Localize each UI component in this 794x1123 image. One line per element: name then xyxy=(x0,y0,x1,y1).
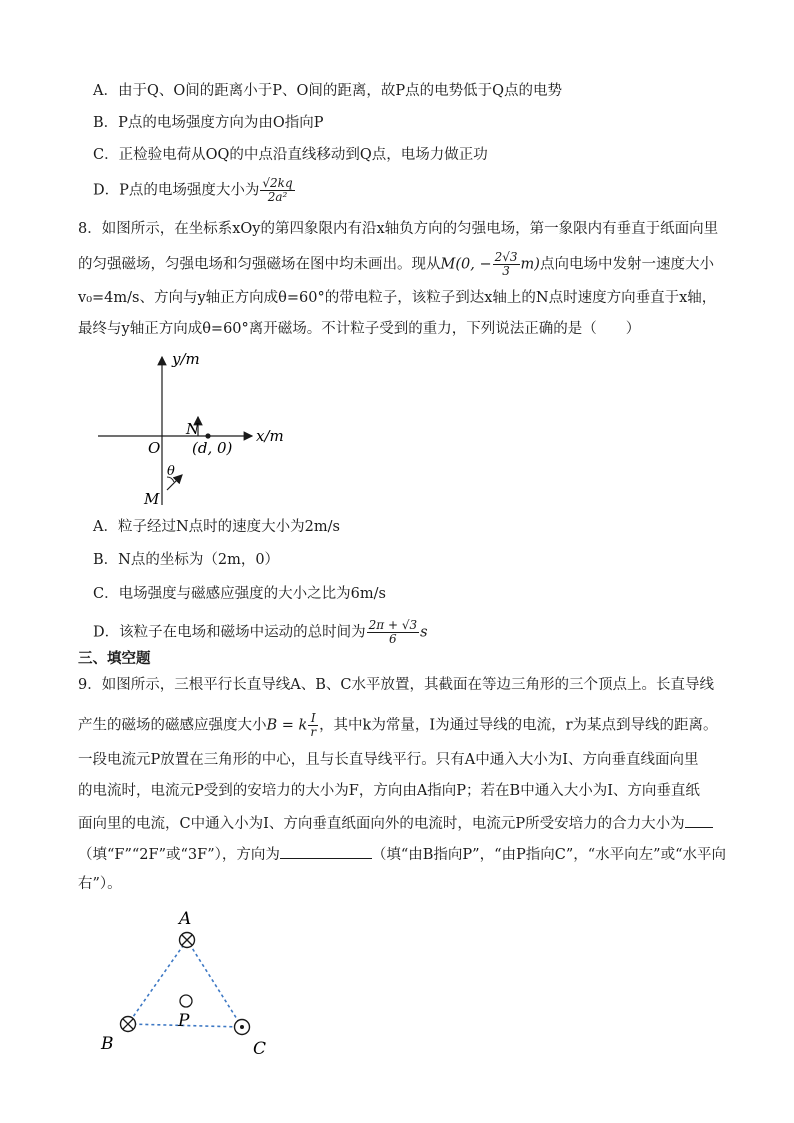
wire-a-into-page-icon xyxy=(180,933,195,948)
q9-stem-line1: 9．如图所示，三根平行长直导线A、B、C水平放置，其截面在等边三角形的三个顶点上。长直导线 xyxy=(78,677,714,693)
q8-stem-line2-suffix: 点向电场中发射一速度大小 xyxy=(539,256,714,273)
q8-stem-line1: 8．如图所示，在坐标系xOy的第四象限内有沿x轴负方向的匀强电场，第一象限内有垂直于纸面向里 xyxy=(78,221,719,237)
q7-option-c: C．正检验电荷从OQ的中点沿直线移动到Q点，电场力做正功 xyxy=(93,147,488,163)
q9-stem-line6-suffix: （填“由B指向P”，“由P指向C”，“水平向左”或“水平向 xyxy=(371,847,727,863)
q7-option-b: B．P点的电场强度方向为由O指向P xyxy=(93,115,324,131)
fraction-denominator: 2a² xyxy=(267,190,288,204)
q9-triangle-figure xyxy=(90,900,290,1065)
label-c: C xyxy=(253,1039,267,1059)
fraction-denominator: r xyxy=(310,725,317,739)
q9-stem-line7: 右”）。 xyxy=(78,876,122,892)
x-axis-label: x/m xyxy=(256,427,284,445)
q8-stem-line2 xyxy=(78,251,714,278)
q8-point-m-fraction xyxy=(493,251,520,278)
fraction-denominator: 6 xyxy=(389,632,397,646)
q7-option-d-fraction xyxy=(260,177,294,204)
fraction-denominator: 3 xyxy=(502,264,510,278)
wire-c-out-of-page-icon xyxy=(235,1020,250,1035)
q8-point-m-math: M(0, − xyxy=(440,256,492,273)
answer-blank-magnitude[interactable] xyxy=(685,813,713,828)
q7-option-d xyxy=(93,177,296,204)
q9-formula-fraction xyxy=(308,712,318,739)
q9-stem-line2-text: 产生的磁场的磁感应强度大小 xyxy=(78,717,267,734)
point-n-coordinate: (d, 0) xyxy=(192,439,233,457)
label-b: B xyxy=(101,1034,114,1054)
q8-coordinate-figure xyxy=(90,345,310,515)
q8-stem-line2-text: 的匀强磁场，匀强电场和匀强磁场在图中均未画出。现从 xyxy=(78,256,441,273)
q9-stem-line6-text: （填“F”“2F”或“3F”），方向为 xyxy=(78,847,280,863)
q9-stem-line6 xyxy=(78,844,726,865)
q8-option-d-text: D．该粒子在电场和磁场中运动的总时间为 xyxy=(93,624,366,641)
q9-stem-line5-text: 面向里的电流，C中通入小为I、方向垂直纸面向外的电流时，电流元P所受安培力的合力大小为 xyxy=(78,816,685,832)
q7-option-d-text: D．P点的电场强度大小为 xyxy=(93,182,260,199)
q8-option-b: B．N点的坐标为（2m，0） xyxy=(93,552,280,568)
q9-formula-b: B = k xyxy=(266,717,308,734)
q9-stem-line2 xyxy=(78,712,718,739)
q8-option-c: C．电场强度与磁感应强度的大小之比为6m/s xyxy=(93,586,386,602)
q8-option-d-unit: s xyxy=(420,624,428,641)
fraction-numerator: I xyxy=(308,712,318,726)
q8-option-a: A．粒子经过N点时的速度大小为2m/s xyxy=(93,519,340,535)
label-a: A xyxy=(179,909,192,929)
q8-stem-line4: 最终与y轴正方向成θ=60°离开磁场。不计粒子受到的重力，下列说法正确的是（ ） xyxy=(78,321,641,337)
q9-stem-line5 xyxy=(78,813,713,834)
q8-point-m-math-close: m) xyxy=(520,256,540,273)
q9-stem-line4: 的电流时，电流元P受到的安培力的大小为F，方向由A指向P；若在B中通入大小为I、方向垂直纸 xyxy=(78,783,700,799)
theta-label: θ xyxy=(167,464,175,479)
q8-stem-line3: v₀=4m/s、方向与y轴正方向成θ=60°的带电粒子，该粒子到达x轴上的N点时速度方向垂直于x轴， xyxy=(78,290,717,306)
point-n-label: N xyxy=(186,420,200,438)
current-element-p-icon xyxy=(180,995,192,1007)
point-n-dot xyxy=(205,433,210,438)
q8-option-d-fraction xyxy=(367,619,420,646)
q7-option-a: A．由于Q、O间的距离小于P、O间的距离，故P点的电势低于Q点的电势 xyxy=(93,83,563,99)
y-axis-label: y/m xyxy=(172,350,200,368)
answer-blank-direction[interactable] xyxy=(280,844,372,859)
q9-stem-line2-suffix: ，其中k为常量，I为通过导线的电流，r为某点到导线的距离。 xyxy=(319,717,718,734)
point-m-label: M xyxy=(144,490,160,508)
fraction-numerator: √2kq xyxy=(262,176,293,190)
section-title-fill-in: 三、填空题 xyxy=(78,651,151,667)
fraction-numerator: 2√3 xyxy=(494,250,518,264)
q8-option-d xyxy=(93,619,428,646)
q9-stem-line3: 一段电流元P放置在三角形的中心，且与长直导线平行。只有A中通入大小为I、方向垂直线面向里 xyxy=(78,752,699,768)
label-p: P xyxy=(178,1011,190,1031)
wire-b-into-page-icon xyxy=(121,1017,136,1032)
origin-label: O xyxy=(148,439,161,457)
fraction-numerator: 2π + √3 xyxy=(368,618,418,632)
